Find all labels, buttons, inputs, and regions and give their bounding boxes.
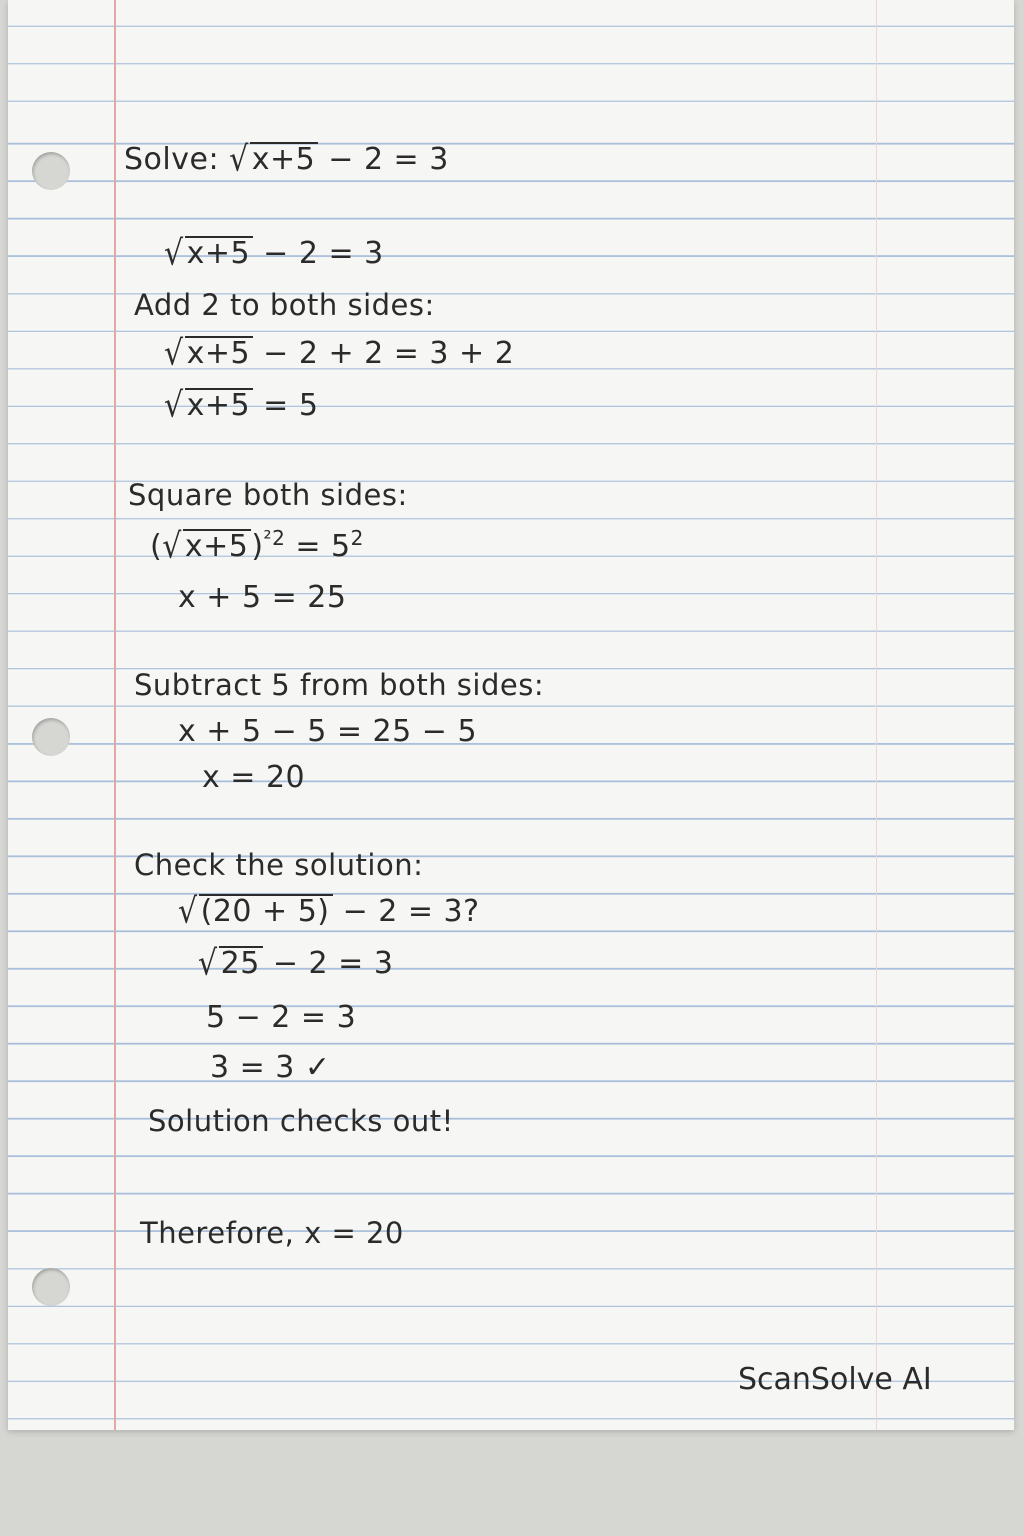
radicand: x+5 (185, 236, 253, 270)
exponent: 2 (350, 526, 364, 550)
step-equation (164, 385, 319, 426)
problem-prefix: Solve: (124, 142, 220, 177)
radical: √ x+5 (164, 388, 253, 423)
radical: √ x+5 (164, 336, 253, 371)
step-instruction: Subtract 5 from both sides: (134, 668, 545, 702)
left-margin-line (114, 0, 116, 1430)
step-equation (198, 943, 394, 984)
step-instruction: Solution checks out! (148, 1104, 454, 1138)
equation-rest: − 2 = 3 (272, 946, 394, 981)
right-margin-line (876, 0, 877, 1430)
step-instruction: Square both sides: (128, 478, 408, 512)
problem-statement (124, 139, 449, 180)
binder-hole-top (32, 152, 70, 190)
radical: √ 25 (198, 946, 263, 981)
exponent: ²2 (263, 526, 286, 550)
step-equation: x + 5 − 5 = 25 − 5 (178, 714, 478, 749)
radical: √ x+5 (164, 236, 253, 271)
radicand: (20 + 5) (199, 894, 333, 928)
step-equation (178, 891, 480, 932)
binder-hole-middle (32, 718, 70, 756)
problem-rest: − 2 = 3 (328, 142, 449, 177)
radical: √ (20 + 5) (178, 894, 333, 929)
equation-rest: − 2 = 3 (263, 236, 384, 271)
final-answer: Therefore, x = 20 (140, 1216, 404, 1250)
step-equation (150, 526, 364, 567)
open-paren: ( (150, 529, 163, 564)
equation-rest: = 5 (295, 529, 351, 564)
step-equation (164, 333, 515, 374)
radicand: 25 (219, 946, 263, 980)
radicand: x+5 (250, 142, 318, 176)
step-equation: 3 = 3 ✓ (210, 1050, 331, 1085)
radicand: x+5 (185, 336, 253, 370)
step-equation: x = 20 (202, 760, 306, 795)
step-equation: x + 5 = 25 (178, 580, 347, 615)
radical: √ x+5 (229, 142, 318, 177)
close-paren: ) (251, 529, 264, 564)
radicand: x+5 (183, 529, 251, 563)
equation-rest: − 2 = 3? (342, 894, 480, 929)
signature: ScanSolve AI (738, 1362, 932, 1397)
radicand: x+5 (185, 388, 253, 422)
equation-rest: = 5 (263, 388, 319, 423)
equation-rest: − 2 + 2 = 3 + 2 (263, 336, 515, 371)
binder-hole-bottom (32, 1268, 70, 1306)
step-instruction: Check the solution: (134, 848, 424, 882)
radical: √ x+5 (162, 529, 251, 564)
step-instruction: Add 2 to both sides: (134, 288, 435, 322)
step-equation: 5 − 2 = 3 (206, 1000, 357, 1035)
step-equation (164, 233, 384, 274)
